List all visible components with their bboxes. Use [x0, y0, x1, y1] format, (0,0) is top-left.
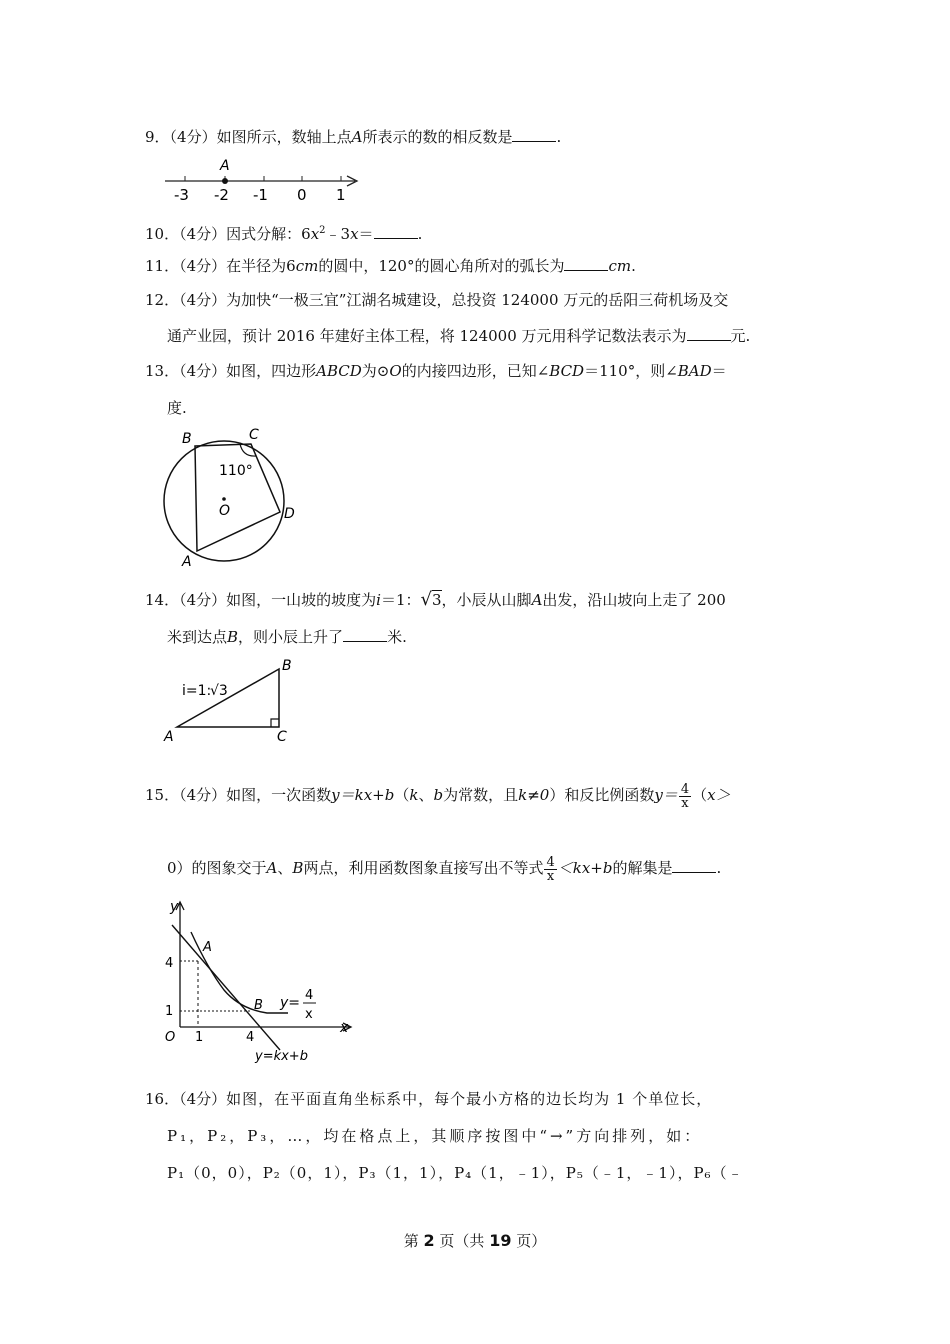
q15-line-label: y=kx+b [255, 1049, 308, 1064]
q14-var: i [376, 591, 381, 609]
q14-line-1 [145, 590, 726, 610]
q10-var: x [350, 225, 359, 243]
q15-text: 为常数，且 [443, 786, 519, 804]
q12-end: 元. [730, 327, 751, 345]
q16-line-2 [167, 1126, 702, 1146]
q13-var: O [389, 362, 402, 380]
q14-slope-sqrt: √3 [210, 683, 228, 699]
q15-fraction [679, 783, 691, 810]
q10-score: （4分） [179, 225, 227, 243]
q15-answer-blank [672, 858, 716, 873]
q14-end: 米. [387, 628, 407, 646]
q16-text: P₁，P₂，P₃，…，均在格点上，其顺序按图中“→”方向排列，如： [167, 1127, 703, 1145]
q14-text: 出发，沿山坡向上走了 200 [542, 591, 726, 609]
q13-var: BCD [549, 362, 585, 380]
q16-score: （4分） [179, 1090, 227, 1108]
q11-line [145, 256, 636, 276]
q14-sqrt: √ [420, 589, 432, 610]
q9-answer-blank [512, 127, 556, 142]
q13-vertex-label: D [284, 506, 295, 522]
q14-score: （4分） [179, 591, 227, 609]
q9-number-line-figure [160, 155, 370, 205]
q14-point-label: A [164, 729, 174, 745]
footer-text: 第 [403, 1232, 419, 1250]
q15-fraction-denominator: x [546, 868, 555, 884]
q9-end: . [556, 128, 562, 146]
q11-text: 在半径为6 [226, 257, 296, 275]
footer-text: 页（共 [439, 1232, 485, 1250]
q9-tick-label: 1 [336, 186, 346, 204]
q15-curve-numerator: 4 [305, 988, 314, 1003]
q15-text: （ [692, 786, 708, 804]
q14-point-label: C [277, 729, 287, 745]
q10-end: . [417, 225, 423, 243]
q15-fraction-numerator: 4 [680, 781, 690, 797]
q11-unit: cm [295, 257, 319, 275]
q15-var: b [433, 786, 444, 804]
q13-line-1 [145, 361, 727, 381]
q15-curve-denominator: x [305, 1007, 313, 1022]
footer-text: 页） [516, 1232, 547, 1250]
q10-line [145, 221, 422, 244]
q16-number: 16． [145, 1090, 180, 1108]
q13-center-label: O [219, 503, 231, 519]
q15-axis-x-label: x [340, 1020, 349, 1036]
q15-text: 两点，利用函数图象直接写出不等式 [303, 859, 544, 877]
q10-text: 因式分解：6 [226, 225, 311, 243]
q15-text: （ [394, 786, 410, 804]
q10-text: ﹣3 [325, 225, 351, 243]
q9-number: 9． [145, 128, 170, 146]
q16-line-1 [145, 1089, 712, 1109]
q13-text: 如图，四边形 [226, 362, 317, 380]
footer-page-number: 2 [423, 1231, 435, 1250]
q15-condition: k≠0 [518, 786, 550, 804]
q12-text: 为加快“一极三宜”江湖名城建设，总投资 124000 万元的岳阳三荷机场及交 [226, 291, 729, 309]
q13-text: 的内接四边形，已知∠ [401, 362, 550, 380]
q12-line-2 [167, 326, 750, 346]
q15-text: ）和反比例函数 [549, 786, 655, 804]
q13-vertex-label: A [182, 554, 192, 570]
q15-fraction [544, 856, 556, 883]
q11-text: 的圆中，120°的圆心角所对的弧长为 [318, 257, 565, 275]
q15-var: k [409, 786, 419, 804]
q14-text: 如图，一山坡的坡度为 [226, 591, 377, 609]
q9-line [145, 127, 561, 147]
q9-score: （4分） [169, 128, 217, 146]
q15-number: 15． [145, 786, 180, 804]
q14-number: 14． [145, 591, 180, 609]
q15-origin-label: O [165, 1030, 176, 1045]
q15-var: A [266, 859, 278, 877]
q14-sqrt-radicand: 3 [432, 591, 442, 609]
q13-var: ABCD [316, 362, 362, 380]
q13-circle-figure [160, 425, 310, 570]
q13-text: ＝ [711, 362, 727, 380]
q15-point-b-label: B [254, 998, 263, 1013]
q15-inequality: ＜kx+b [557, 859, 613, 877]
q15-axis-y-label: y [170, 899, 179, 915]
q16-text: 如图，在平面直角坐标系中，每个最小方格的边长均为 1 个单位长， [226, 1090, 713, 1108]
q16-text: P₁（0，0），P₂（0，1），P₃（1，1），P₄（1，﹣1），P₅（﹣1，﹣1），P₆（﹣ [167, 1164, 744, 1182]
q14-var: B [227, 628, 239, 646]
q11-score: （4分） [179, 257, 227, 275]
q15-line-2 [167, 848, 721, 888]
q9-text: 如图所示，数轴上点 [216, 128, 352, 146]
q14-text: ，则小辰上升了 [238, 628, 344, 646]
q11-answer-blank [564, 256, 608, 271]
q15-end: . [716, 859, 722, 877]
q9-point-label: A [220, 158, 230, 174]
q10-number: 10． [145, 225, 180, 243]
q13-score: （4分） [179, 362, 227, 380]
q15-text: 如图，一次函数 [226, 786, 332, 804]
q12-score: （4分） [179, 291, 227, 309]
q13-text: 为⊙ [361, 362, 390, 380]
q13-line-2 [167, 398, 187, 418]
q15-tick-x: 1 [195, 1030, 204, 1045]
q16-line-3 [167, 1163, 744, 1183]
q13-text: ＝110°，则∠ [584, 362, 678, 380]
q15-fraction-denominator: x [681, 795, 689, 811]
q15-fraction-numerator: 4 [546, 854, 555, 870]
q15-graph-figure [160, 895, 360, 1070]
q14-text: ＝1： [380, 591, 421, 609]
q15-curve-label: y= [280, 995, 301, 1011]
q15-equation: y＝kx+b [331, 786, 395, 804]
q14-text: 米到达点 [167, 628, 228, 646]
q13-angle-label: 110° [219, 463, 253, 479]
q11-number: 11． [145, 257, 180, 275]
q12-text: 通产业园，预计 2016 年建好主体工程，将 124000 万元用科学记数法表示为 [167, 327, 687, 345]
q10-text: ＝ [358, 225, 374, 243]
q9-tick-label: -2 [214, 186, 229, 204]
q14-line-2 [167, 627, 407, 647]
q15-score: （4分） [179, 786, 227, 804]
q15-text: 、 [418, 786, 434, 804]
q10-exponent: 2 [319, 225, 326, 236]
q15-tick-y: 1 [165, 1004, 174, 1019]
q9-tick-label: -3 [174, 186, 189, 204]
q14-slope-figure [160, 655, 310, 745]
q14-var: A [531, 591, 543, 609]
page-footer [0, 1230, 950, 1251]
q13-vertex-label: B [182, 431, 192, 447]
q14-answer-blank [343, 627, 387, 642]
q9-var: A [351, 128, 363, 146]
q15-text: 0）的图象交于 [167, 859, 267, 877]
footer-total-pages: 19 [489, 1231, 512, 1250]
q11-end: . [631, 257, 636, 275]
q12-number: 12． [145, 291, 180, 309]
q13-var: BAD [677, 362, 712, 380]
q9-tick-label: 0 [297, 186, 307, 204]
q15-text: 的解集是 [612, 859, 673, 877]
q15-tick-y: 4 [165, 956, 174, 971]
q12-answer-blank [687, 326, 731, 341]
q15-point-a-label: A [203, 940, 212, 955]
q15-condition: x＞ [707, 786, 731, 804]
q15-var: B [292, 859, 304, 877]
q11-unit: cm [608, 257, 632, 275]
q14-point-label: B [282, 658, 292, 674]
q13-vertex-label: C [249, 427, 259, 443]
q15-equation: y＝ [654, 786, 678, 804]
q14-slope-label: i=1: [182, 683, 212, 699]
q15-line-1 [145, 775, 731, 815]
q13-text: 度. [167, 399, 187, 417]
q15-text: 、 [277, 859, 293, 877]
q9-tick-label: -1 [253, 186, 268, 204]
q13-number: 13． [145, 362, 180, 380]
q10-var: x [310, 225, 320, 243]
q14-text: ，小辰从山脚 [441, 591, 532, 609]
q9-text: 所表示的数的相反数是 [362, 128, 513, 146]
q15-tick-x: 4 [246, 1030, 255, 1045]
q12-line-1 [145, 290, 728, 310]
q10-answer-blank [374, 224, 418, 239]
